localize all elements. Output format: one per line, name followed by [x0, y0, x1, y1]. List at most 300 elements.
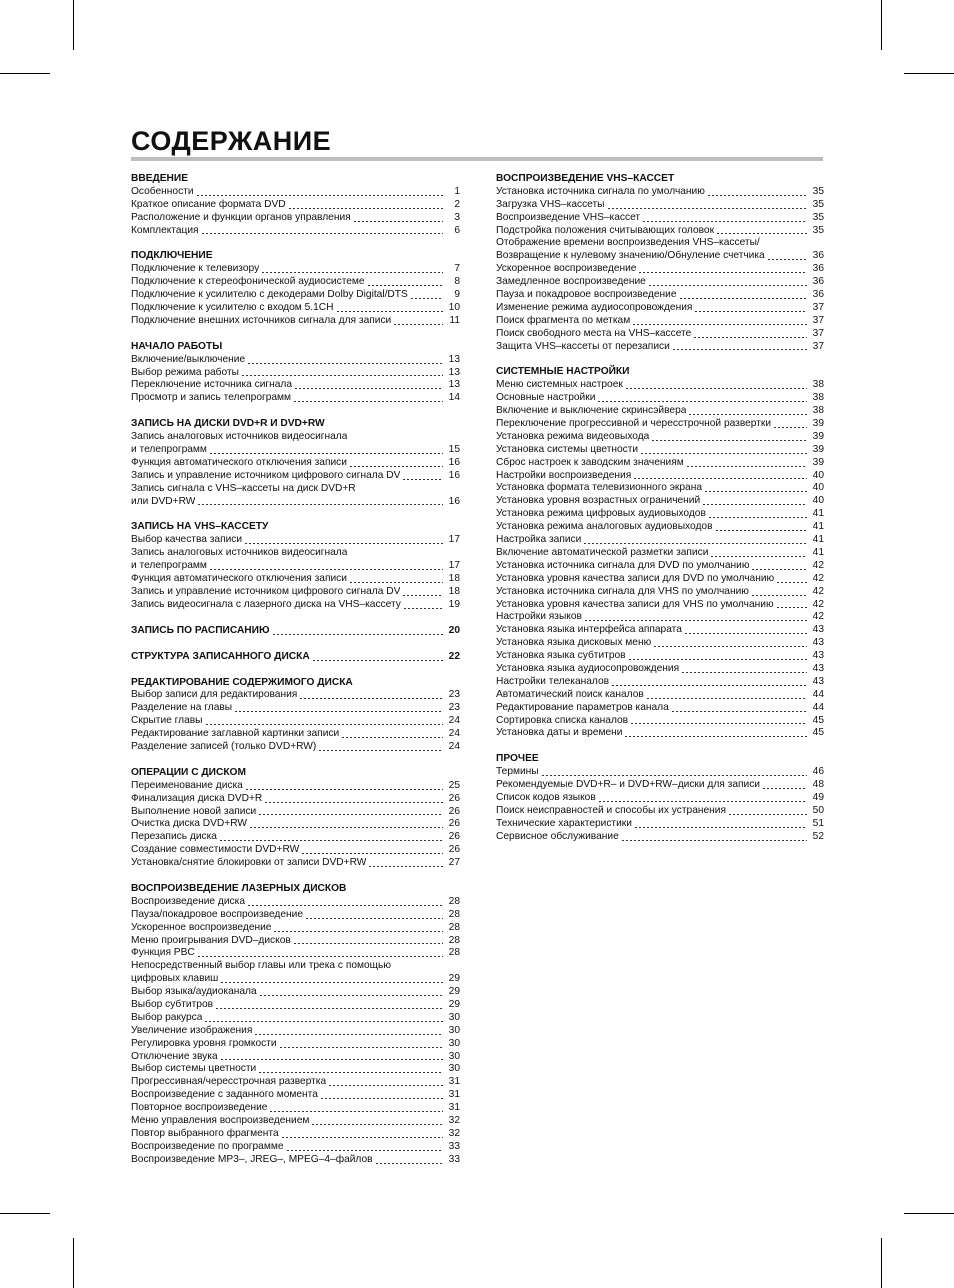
toc-entry[interactable]	[131, 1102, 460, 1115]
toc-page-number: 51	[812, 817, 824, 829]
toc-entry[interactable]	[496, 702, 824, 715]
toc-entry-text: Сброс настроек к заводским значениям	[496, 456, 684, 468]
toc-page-number: 39	[812, 443, 824, 455]
toc-entry[interactable]	[496, 470, 824, 483]
dot-leader	[262, 272, 443, 273]
toc-entry[interactable]	[496, 586, 824, 599]
dot-leader	[350, 466, 443, 467]
dot-leader	[622, 840, 807, 841]
toc-page-number: 6	[454, 224, 460, 236]
toc-page-number: 35	[812, 198, 824, 210]
toc-page-number: 41	[812, 521, 824, 533]
toc-entry-text: Разделение на главы	[131, 702, 233, 714]
toc-entry[interactable]	[131, 263, 460, 276]
dot-leader	[350, 582, 443, 583]
dot-leader	[654, 646, 807, 647]
toc-page-number: 37	[812, 340, 824, 352]
toc-page-number: 38	[812, 405, 824, 417]
toc-entry[interactable]	[131, 689, 460, 702]
toc-page-number: 13	[448, 379, 460, 391]
toc-entry[interactable]	[496, 599, 824, 612]
toc-entry[interactable]	[131, 1012, 460, 1025]
dot-leader	[629, 659, 807, 660]
toc-entry[interactable]	[496, 805, 824, 818]
dot-leader	[643, 221, 807, 222]
toc-entry-text: Защита VHS–кассеты от перезаписи	[496, 340, 670, 352]
toc-entry[interactable]	[496, 611, 824, 624]
dot-leader	[248, 363, 443, 364]
toc-entry-text: Перезапись диска	[131, 831, 217, 843]
toc-entry[interactable]	[496, 650, 824, 663]
toc-entry-text: Установка даты и времени	[496, 727, 623, 739]
toc-section	[496, 173, 824, 353]
dot-leader	[354, 221, 443, 222]
toc-entry[interactable]	[496, 663, 824, 676]
toc-section	[131, 250, 460, 327]
toc-page-number: 29	[448, 973, 460, 985]
toc-entry[interactable]	[131, 444, 460, 457]
toc-entry[interactable]	[131, 857, 460, 870]
toc-page-number: 18	[448, 585, 460, 597]
section-heading: ЗАПИСЬ НА ДИСКИ DVD+R И DVD+RW	[131, 418, 325, 430]
toc-entry-text: Комплектация	[131, 224, 199, 236]
toc-page-number: 43	[812, 675, 824, 687]
dot-leader	[612, 685, 807, 686]
toc-entry[interactable]	[496, 457, 824, 470]
toc-entry[interactable]	[496, 199, 824, 212]
toc-entry-text: Установка языка интерфейса аппарата	[496, 624, 682, 636]
toc-entry[interactable]	[496, 444, 824, 457]
dot-leader	[649, 285, 807, 286]
dot-leader	[777, 582, 807, 583]
toc-entry[interactable]	[131, 960, 460, 973]
toc-entry[interactable]	[131, 999, 460, 1012]
toc-entry[interactable]	[496, 328, 824, 341]
toc-entry-text: Возвращение к нулевому значению/Обнуление счетчика	[496, 250, 765, 262]
toc-entry[interactable]	[496, 534, 824, 547]
toc-entry[interactable]	[131, 379, 460, 392]
toc-page-number: 36	[812, 289, 824, 301]
toc-entry-text: Выбор качества записи	[131, 534, 243, 546]
toc-entry-text: Включение/выключение	[131, 353, 246, 365]
toc-entry[interactable]	[131, 922, 460, 935]
dot-leader	[280, 1047, 443, 1048]
toc-entry-text: Функция автоматического отключения записи	[131, 456, 347, 468]
toc-page-number: 23	[448, 689, 460, 701]
dot-leader	[245, 543, 443, 544]
dot-leader	[235, 711, 443, 712]
toc-entry-text: Выбор записи для редактирования	[131, 689, 298, 701]
dot-leader	[221, 982, 443, 983]
section-heading: ЗАПИСЬ НА VHS–КАССЕТУ	[131, 521, 269, 533]
toc-entry[interactable]	[131, 496, 460, 509]
toc-entry[interactable]	[131, 547, 460, 560]
toc-entry-text: Сервисное обслуживание	[496, 830, 619, 842]
toc-entry-text: Меню проигрывания DVD–дисков	[131, 934, 291, 946]
toc-page-number: 26	[448, 831, 460, 843]
toc-entry[interactable]	[131, 715, 460, 728]
toc-entry[interactable]	[131, 780, 460, 793]
dot-leader	[394, 324, 443, 325]
toc-entry[interactable]	[496, 263, 824, 276]
toc-entry[interactable]	[131, 586, 460, 599]
dot-leader	[312, 1124, 443, 1125]
toc-page-number: 16	[448, 495, 460, 507]
toc-entry[interactable]	[496, 689, 824, 702]
toc-entry[interactable]	[131, 986, 460, 999]
toc-entry-text: Функция PBC	[131, 947, 195, 959]
toc-entry[interactable]	[131, 315, 460, 328]
toc-entry-text: Сортировка списка каналов	[496, 714, 629, 726]
toc-section	[496, 753, 824, 843]
crop-mark	[0, 1213, 50, 1214]
section-heading: ВОСПРОИЗВЕДЕНИЕ VHS–КАССЕТ	[496, 173, 675, 184]
dot-leader	[321, 1098, 443, 1099]
toc-entry[interactable]	[496, 624, 824, 637]
dot-leader	[703, 504, 807, 505]
toc-section	[131, 418, 460, 508]
toc-page-number: 43	[812, 650, 824, 662]
toc-page-number: 39	[812, 456, 824, 468]
section-heading: ПРОЧЕЕ	[496, 753, 539, 765]
toc-entry[interactable]	[131, 1089, 460, 1102]
dot-leader	[652, 440, 807, 441]
toc-entry-text: Рекомендуемые DVD+R– и DVD+RW–диски для записи	[496, 779, 760, 791]
toc-page-number: 18	[448, 573, 460, 585]
toc-entry-text: Загрузка VHS–кассеты	[496, 198, 605, 210]
toc-entry-text: Основные настройки	[496, 392, 596, 404]
toc-entry-text: Особенности	[131, 185, 194, 197]
toc-page-number: 29	[448, 986, 460, 998]
toc-entry[interactable]	[496, 727, 824, 740]
toc-entry[interactable]	[496, 405, 824, 418]
toc-page-number: 41	[812, 534, 824, 546]
toc-entry[interactable]	[496, 779, 824, 792]
dot-leader	[598, 401, 807, 402]
toc-page-number: 37	[812, 314, 824, 326]
toc-entry[interactable]	[131, 534, 460, 547]
toc-page-number: 8	[454, 276, 460, 288]
toc-page-number: 28	[448, 908, 460, 920]
toc-entry[interactable]	[131, 560, 460, 573]
toc-entry[interactable]	[131, 625, 460, 638]
toc-page-number: 31	[448, 1089, 460, 1101]
toc-entry[interactable]	[131, 225, 460, 238]
toc-entry-text: Выбор языка/аудиоканала	[131, 986, 257, 998]
toc-entry-text: Установка источника сигнала для VHS по умолчанию	[496, 585, 749, 597]
toc-section	[131, 883, 460, 1167]
dot-leader	[680, 298, 807, 299]
toc-entry[interactable]	[131, 431, 460, 444]
toc-entry[interactable]	[131, 896, 460, 909]
dot-leader	[368, 285, 443, 286]
toc-entry[interactable]	[131, 1141, 460, 1154]
toc-entry[interactable]	[131, 728, 460, 741]
toc-entry[interactable]	[496, 521, 824, 534]
toc-entry[interactable]	[131, 947, 460, 960]
dot-leader	[687, 466, 807, 467]
toc-entry-text: Установка уровня возрастных ограничений	[496, 495, 701, 507]
dot-leader	[584, 543, 807, 544]
dot-leader	[705, 491, 807, 492]
toc-entry-text: Пауза/покадровое воспроизведение	[131, 908, 303, 920]
toc-column-left	[131, 173, 460, 1180]
dot-leader	[369, 866, 443, 867]
toc-page-number: 39	[812, 430, 824, 442]
dot-leader	[282, 1137, 443, 1138]
dot-leader	[708, 195, 807, 196]
dot-leader	[625, 736, 807, 737]
toc-entry-text: Запись и управление источником цифрового сигнала DV	[131, 469, 401, 481]
toc-entry[interactable]	[131, 818, 460, 831]
toc-entry[interactable]	[496, 341, 824, 354]
toc-entry-text: Включение автоматической разметки записи	[496, 546, 709, 558]
toc-entry-text: Настройки языков	[496, 611, 582, 623]
toc-entry-text: Установка источника сигнала для DVD по умолчанию	[496, 559, 750, 571]
dot-leader	[306, 918, 443, 919]
toc-entry[interactable]	[131, 1128, 460, 1141]
toc-entry[interactable]	[496, 315, 824, 328]
dot-leader	[319, 750, 443, 751]
toc-entry-text: Скрытие главы	[131, 715, 203, 727]
toc-entry[interactable]	[496, 792, 824, 805]
toc-page-number: 15	[448, 444, 460, 456]
toc-page-number: 37	[812, 301, 824, 313]
toc-entry[interactable]	[131, 702, 460, 715]
dot-leader	[729, 814, 807, 815]
toc-entry[interactable]	[131, 573, 460, 586]
toc-entry-text: Подстройка положения считывающих головок	[496, 224, 715, 236]
dot-leader	[631, 723, 807, 724]
toc-entry[interactable]	[131, 831, 460, 844]
dot-leader	[711, 556, 807, 557]
dot-leader	[198, 504, 443, 505]
toc-page-number: 43	[812, 624, 824, 636]
toc-entry-text: Редактирование параметров канала	[496, 701, 669, 713]
toc-entry-text: СТРУКТУРА ЗАПИСАННОГО ДИСКА	[131, 650, 310, 662]
toc-page-number: 14	[448, 392, 460, 404]
toc-entry-text: Увеличение изображения	[131, 1024, 253, 1036]
toc-page-number: 26	[448, 805, 460, 817]
toc-entry-text: Повтор выбранного фрагмента	[131, 1127, 279, 1139]
toc-entry[interactable]	[496, 250, 824, 263]
toc-page-number: 28	[448, 921, 460, 933]
dot-leader	[542, 775, 807, 776]
dot-leader	[289, 208, 443, 209]
toc-entry[interactable]	[131, 457, 460, 470]
toc-entry[interactable]	[496, 302, 824, 315]
page-title: СОДЕРЖАНИЕ	[131, 126, 332, 156]
toc-entry-text: Поиск свободного места на VHS–кассете	[496, 327, 692, 339]
toc-entry-text: Ускоренное воспроизведение	[496, 263, 637, 275]
toc-page-number: 11	[449, 314, 460, 326]
dot-leader	[411, 298, 443, 299]
toc-entry[interactable]	[496, 225, 824, 238]
toc-page-number: 30	[448, 1063, 460, 1075]
toc-page-number: 24	[448, 740, 460, 752]
toc-entry[interactable]	[131, 483, 460, 496]
crop-mark	[73, 0, 74, 50]
dot-leader	[626, 388, 807, 389]
dot-leader	[246, 789, 443, 790]
toc-entry[interactable]	[131, 1025, 460, 1038]
toc-entry[interactable]	[131, 470, 460, 483]
dot-leader	[206, 724, 444, 725]
toc-entry-text: Воспроизведение диска	[131, 895, 246, 907]
toc-entry-text: Отключение звука	[131, 1050, 218, 1062]
toc-page-number: 33	[448, 1140, 460, 1152]
toc-page-number: 45	[812, 714, 824, 726]
toc-entry-text: Подключение внешних источников сигнала для записи	[131, 314, 392, 326]
toc-column-right	[496, 173, 824, 857]
toc-entry[interactable]	[496, 573, 824, 586]
toc-entry-text: цифровых клавиш	[131, 973, 219, 985]
dot-leader	[259, 814, 443, 815]
toc-entry[interactable]	[496, 831, 824, 844]
dot-leader	[763, 788, 807, 789]
toc-entry[interactable]	[131, 1154, 460, 1167]
toc-entry[interactable]	[131, 1115, 460, 1128]
toc-entry[interactable]	[131, 741, 460, 754]
toc-entry-text: Автоматический поиск каналов	[496, 688, 644, 700]
toc-entry[interactable]	[131, 599, 460, 612]
dot-leader	[641, 453, 807, 454]
toc-entry[interactable]	[131, 909, 460, 922]
dot-leader	[248, 905, 443, 906]
toc-entry[interactable]	[496, 676, 824, 689]
toc-entry[interactable]	[496, 482, 824, 495]
toc-page-number: 35	[812, 211, 824, 223]
toc-page-number: 28	[448, 895, 460, 907]
toc-entry[interactable]	[131, 935, 460, 948]
toc-entry[interactable]	[131, 289, 460, 302]
dot-leader	[259, 1072, 443, 1073]
toc-entry[interactable]	[496, 418, 824, 431]
toc-entry-text: Установка формата телевизионного экрана	[496, 482, 702, 494]
toc-entry[interactable]	[131, 1038, 460, 1051]
toc-entry[interactable]	[496, 508, 824, 521]
toc-page-number: 49	[812, 791, 824, 803]
toc-entry-text: Разделение записей (только DVD+RW)	[131, 740, 317, 752]
toc-entry[interactable]	[496, 289, 824, 302]
toc-page-number: 42	[812, 572, 824, 584]
toc-entry[interactable]	[496, 379, 824, 392]
toc-entry[interactable]	[496, 237, 824, 250]
toc-entry[interactable]	[131, 1051, 460, 1064]
dot-leader	[265, 802, 443, 803]
toc-entry[interactable]	[496, 547, 824, 560]
toc-entry[interactable]	[496, 495, 824, 508]
toc-entry[interactable]	[131, 844, 460, 857]
toc-entry[interactable]	[496, 560, 824, 573]
toc-page-number: 31	[448, 1076, 460, 1088]
dot-leader	[585, 620, 807, 621]
toc-page-number: 26	[448, 792, 460, 804]
toc-page-number: 41	[812, 508, 824, 520]
toc-entry[interactable]	[131, 1076, 460, 1089]
dot-leader	[752, 595, 807, 596]
toc-page-number: 39	[812, 418, 824, 430]
toc-section	[131, 521, 460, 611]
toc-entry-text: Создание совместимости DVD+RW	[131, 844, 300, 856]
toc-entry[interactable]	[131, 973, 460, 986]
toc-entry-text: Замедленное воспроизведение	[496, 276, 646, 288]
toc-page-number: 20	[448, 624, 460, 636]
toc-entry[interactable]	[496, 392, 824, 405]
toc-entry[interactable]	[131, 276, 460, 289]
toc-page-number: 35	[812, 185, 824, 197]
dot-leader	[404, 608, 443, 609]
toc-entry-text: Подключение к усилителю с входом 5.1CH	[131, 302, 334, 314]
toc-entry-text: и телепрограмм	[131, 560, 207, 572]
toc-entry[interactable]	[496, 818, 824, 831]
dot-leader	[376, 1163, 443, 1164]
toc-entry-text: Запись видеосигнала с лазерного диска на VHS–кассету	[131, 598, 401, 610]
dot-leader	[302, 853, 443, 854]
toc-entry[interactable]	[131, 354, 460, 367]
dot-leader	[635, 827, 807, 828]
toc-entry-text: Переключение источника сигнала	[131, 379, 293, 391]
toc-entry[interactable]	[131, 1063, 460, 1076]
toc-entry[interactable]	[496, 212, 824, 225]
toc-entry-text: Установка источника сигнала по умолчанию	[496, 185, 705, 197]
dot-leader	[682, 672, 807, 673]
toc-entry-text: Просмотр и запись телепрограмм	[131, 392, 292, 404]
dot-leader	[777, 607, 807, 608]
toc-entry[interactable]	[496, 637, 824, 650]
toc-entry-text: Меню управления воспроизведением	[131, 1115, 310, 1126]
toc-entry-text: Выбор системы цветности	[131, 1063, 257, 1075]
toc-page-number: 42	[812, 598, 824, 610]
toc-entry[interactable]	[131, 793, 460, 806]
toc-entry[interactable]	[131, 651, 460, 664]
toc-entry-text: или DVD+RW	[131, 495, 196, 507]
crop-mark	[904, 1213, 954, 1214]
toc-entry[interactable]	[131, 367, 460, 380]
crop-mark	[904, 73, 954, 74]
toc-entry[interactable]	[496, 766, 824, 779]
toc-entry[interactable]	[131, 186, 460, 199]
dot-leader	[599, 801, 807, 802]
toc-entry[interactable]	[131, 392, 460, 405]
dot-leader	[647, 698, 807, 699]
toc-entry[interactable]	[496, 715, 824, 728]
toc-page-number: 30	[448, 1037, 460, 1049]
toc-entry[interactable]	[496, 186, 824, 199]
dot-leader	[221, 1059, 443, 1060]
toc-entry[interactable]	[496, 276, 824, 289]
crop-mark	[881, 0, 882, 50]
toc-entry-text: Непосредственный выбор главы или трека с помощью	[131, 960, 392, 972]
dot-leader	[220, 840, 443, 841]
toc-entry-text: Установка режима цифровых аудиовыходов	[496, 508, 706, 520]
toc-entry-text: Расположение и функции органов управления	[131, 211, 351, 223]
toc-page-number: 26	[448, 844, 460, 856]
toc-entry[interactable]	[131, 302, 460, 315]
dot-leader	[329, 1085, 443, 1086]
toc-entry-text: Выбор ракурса	[131, 1011, 203, 1023]
toc-entry-text: Технические характеристики	[496, 817, 632, 829]
toc-entry[interactable]	[496, 431, 824, 444]
toc-entry-text: Меню системных настроек	[496, 379, 623, 391]
toc-entry[interactable]	[131, 212, 460, 225]
toc-entry[interactable]	[131, 806, 460, 819]
dot-leader	[205, 1021, 443, 1022]
toc-page-number: 19	[448, 598, 460, 610]
toc-entry[interactable]	[131, 199, 460, 212]
toc-entry-text: ЗАПИСЬ ПО РАСПИСАНИЮ	[131, 624, 270, 636]
dot-leader	[695, 311, 807, 312]
